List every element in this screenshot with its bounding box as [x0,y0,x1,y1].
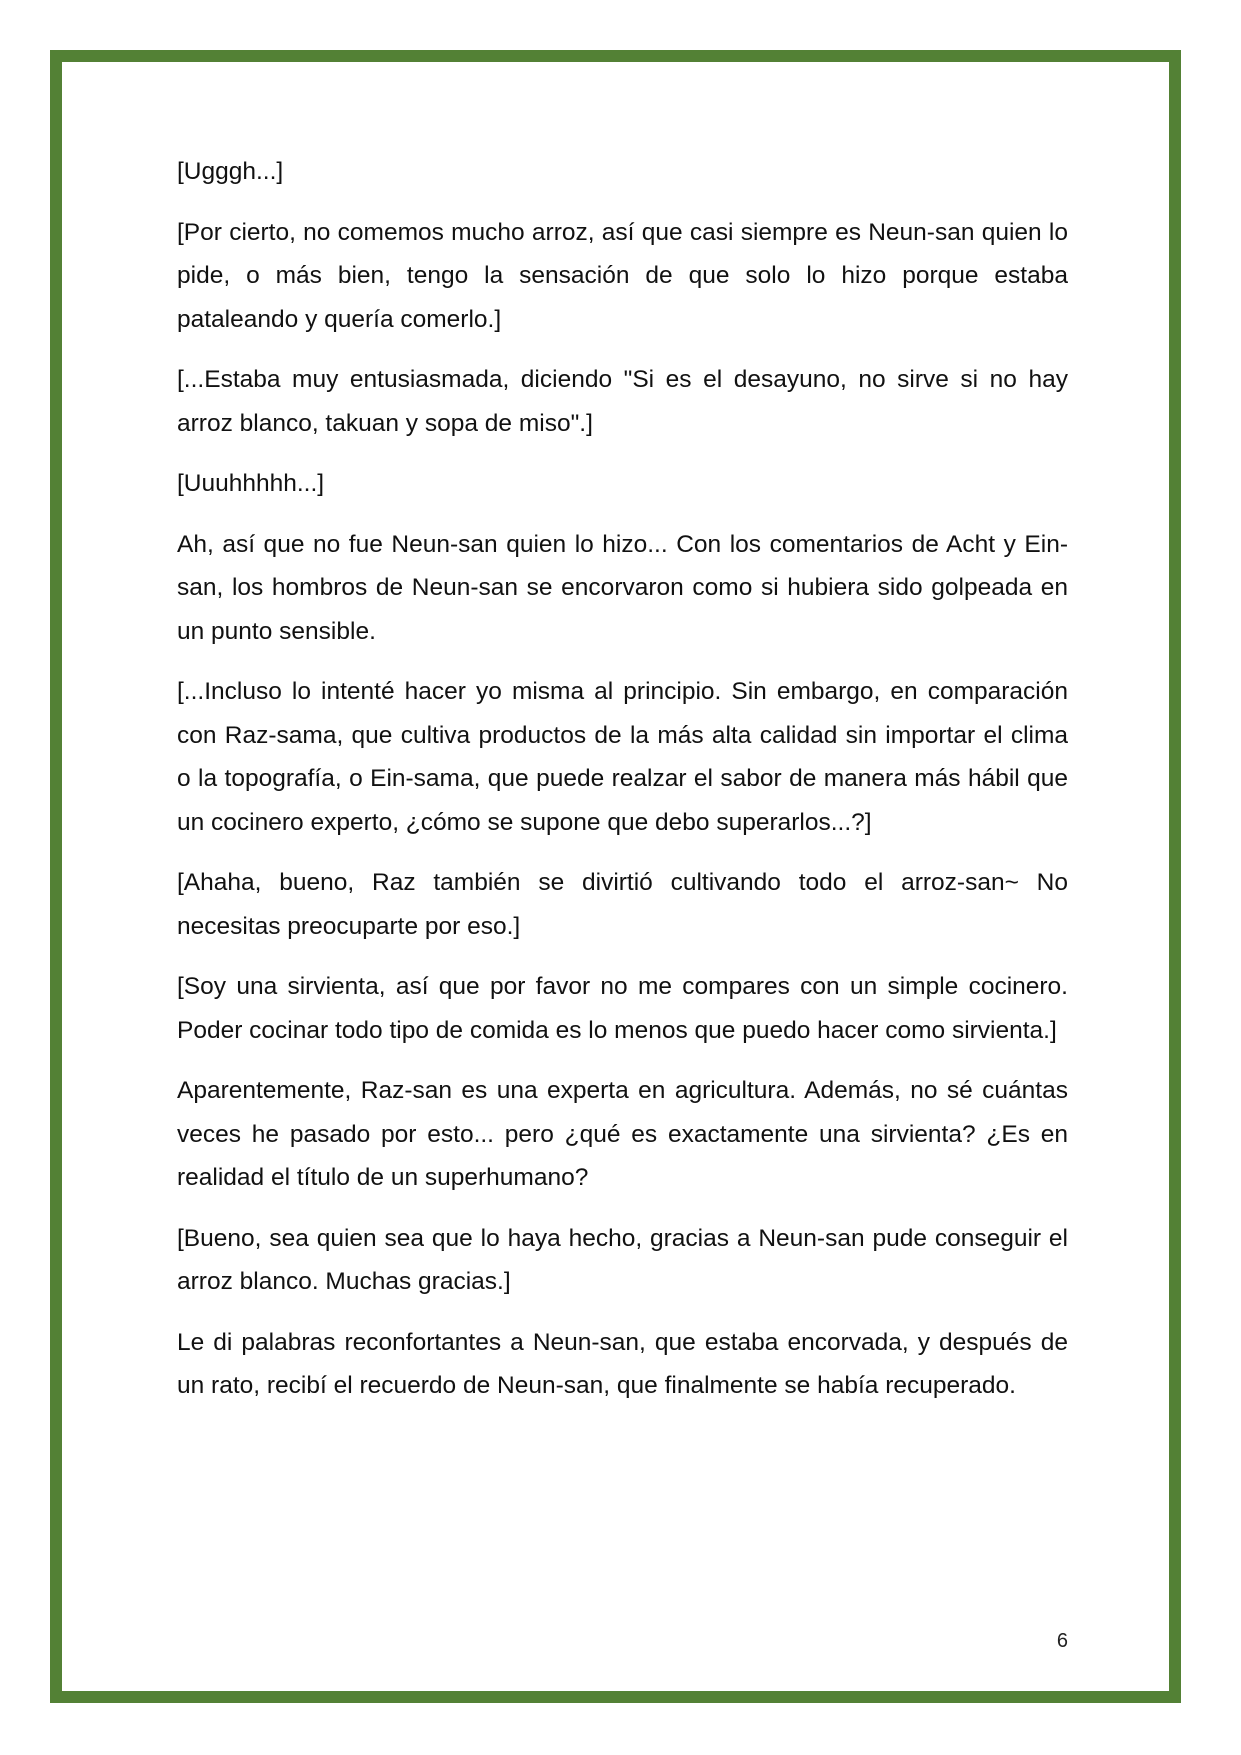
paragraph-6: [...Incluso lo intenté hacer yo misma al principio. Sin embargo, en comparación con Raz-sama, que cultiva productos de la más alta calidad sin importar el clima o la topografía, o Ein-sama, que puede realzar el sabor de manera más hábil que un cocinero experto, ¿cómo se supone que debo superarlos...?] [177,678,1068,836]
paragraph-2: [Por cierto, no comemos mucho arroz, así que casi siempre es Neun-san quien lo pide, o más bien, tengo la sensación de que solo lo hizo porque estaba pataleando y quería comerlo.] [177,218,1068,333]
paragraph-1: [Ugggh...] [177,158,284,185]
paragraph-9: Aparentemente, Raz-san es una experta en agricultura. Además, no sé cuántas veces he pasado por esto... pero ¿qué es exactamente una sirvienta? ¿Es en realidad el título de un superhumano? [177,1077,1068,1191]
paragraph-7: [Ahaha, bueno, Raz también se divirtió cultivando todo el arroz-san~ No necesitas preocuparte por eso.] [177,869,1068,940]
page-body [177,150,1068,1425]
page-number: 6 [1056,1630,1068,1652]
paragraph-10: [Bueno, sea quien sea que lo haya hecho, gracias a Neun-san pude conseguir el arroz blanco. Muchas gracias.] [177,1224,1068,1295]
paragraph-4: [Uuuhhhhh...] [177,470,325,497]
paragraph-5: Ah, así que no fue Neun-san quien lo hizo... Con los comentarios de Acht y Ein-san, los hombros de Neun-san se encorvaron como si hubiera sido golpeada en un punto sensible. [177,530,1068,645]
paragraph-8: [Soy una sirvienta, así que por favor no me compares con un simple cocinero. Poder cocinar todo tipo de comida es lo menos que puedo hacer como sirvienta.] [177,973,1068,1044]
paragraph-11: Le di palabras reconfortantes a Neun-san, que estaba encorvada, y después de un rato, recibí el recuerdo de Neun-san, que finalmente se había recuperado. [177,1328,1068,1399]
paragraph-3: [...Estaba muy entusiasmada, diciendo "Si es el desayuno, no sirve si no hay arroz blanco, takuan y sopa de miso".] [177,366,1068,437]
